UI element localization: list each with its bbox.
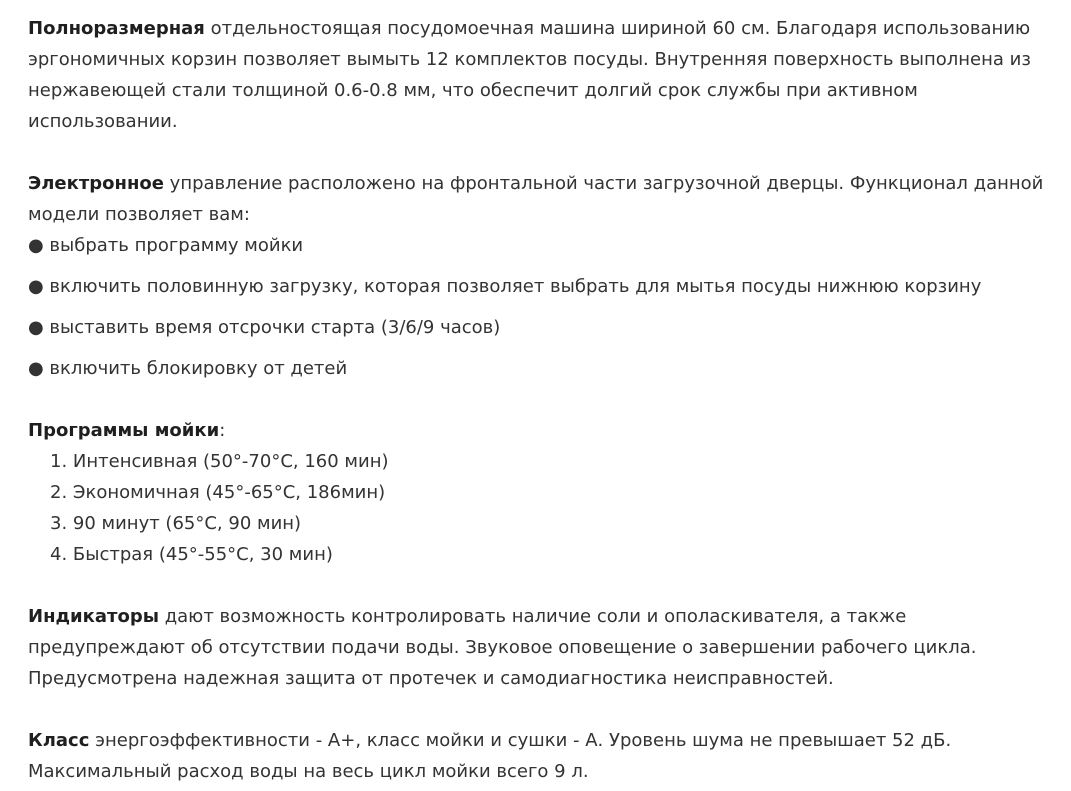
list-item: ● выбрать программу мойки (28, 235, 304, 256)
intro-text: отдельностоящая посудомоечная машина шириной 60 см. Благодаря использованию эргономичных корзин позволяет вымыть 12 комплектов посуды. Внутренняя поверхность выполнена из нержавеющей стали толщиной 0.6-0.8 мм, что обеспечит долгий срок службы при активном использовании. (28, 18, 1031, 132)
features-list (28, 230, 1068, 384)
list-item: 1. Интенсивная (50°-70°C, 160 мин) (50, 451, 389, 472)
product-description (28, 13, 1068, 787)
list-item: 2. Экономичная (45°-65°C, 186мин) (50, 482, 386, 503)
controls-paragraph (28, 168, 1068, 230)
indicators-paragraph (28, 601, 1068, 694)
list-item: ● включить блокировку от детей (28, 358, 348, 379)
controls-lead: Электронное (28, 173, 164, 194)
class-paragraph (28, 725, 1068, 787)
spacer (28, 384, 1068, 415)
list-item: ● включить половинную загрузку, которая позволяет выбрать для мытья посуды нижнюю корзину (28, 276, 982, 297)
spacer (28, 137, 1068, 168)
list-item: 4. Быстрая (45°-55°C, 30 мин) (50, 544, 333, 565)
programs-list (28, 446, 1068, 570)
programs-lead: Программы мойки (28, 420, 220, 441)
indicators-text: дают возможность контролировать наличие соли и ополаскивателя, а также предупреждают об отсутствии подачи воды. Звуковое оповещение о завершении рабочего цикла. Предусмотрена надежная защита от протечек и самодиагностика неисправностей. (28, 606, 977, 689)
spacer (28, 570, 1068, 601)
controls-text: управление расположено на фронтальной части загрузочной дверцы. Функционал данной модели позволяет вам: (28, 173, 1044, 225)
list-item: 3. 90 минут (65°C, 90 мин) (50, 513, 302, 534)
class-lead: Класс (28, 730, 90, 751)
class-text: энергоэффективности - А+, класс мойки и сушки - А. Уровень шума не превышает 52 дБ. Максимальный расход воды на весь цикл мойки всего 9 л. (28, 730, 952, 782)
intro-lead: Полноразмерная (28, 18, 205, 39)
indicators-lead: Индикаторы (28, 606, 159, 627)
spacer (28, 694, 1068, 725)
intro-paragraph (28, 13, 1068, 137)
programs-suffix: : (219, 420, 226, 441)
programs-heading (28, 415, 1068, 446)
list-item: ● выставить время отсрочки старта (3/6/9 часов) (28, 317, 501, 338)
